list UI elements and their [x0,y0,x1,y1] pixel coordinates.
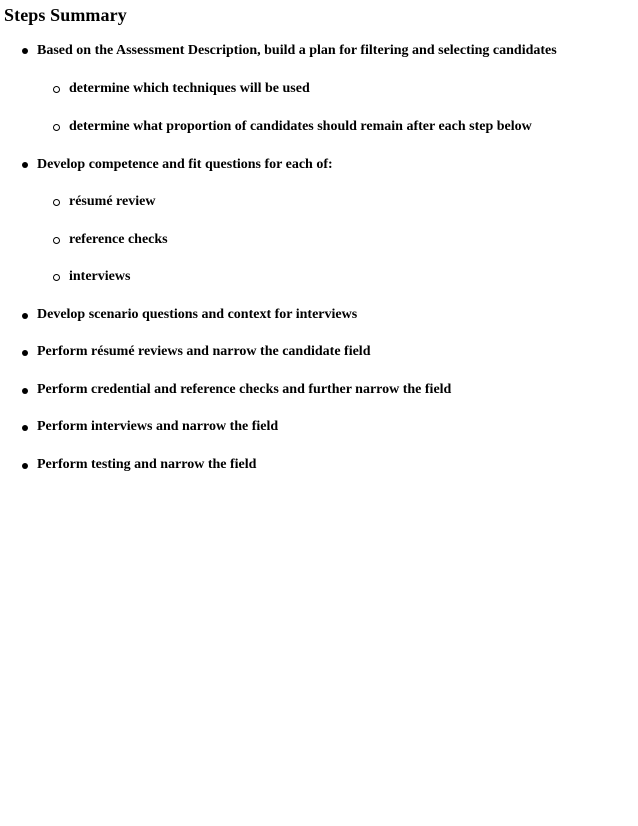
list-item: Perform credential and reference checks and further narrow the field [37,382,452,397]
list-item: Perform testing and narrow the field [37,457,257,472]
circle-bullet-icon [53,86,60,93]
list-item: Perform résumé reviews and narrow the candidate field [37,344,371,359]
disc-bullet-icon [22,350,28,356]
sub-list-item: reference checks [69,232,168,247]
list-item: Develop competence and fit questions for each of: [37,157,333,172]
list-item: Develop scenario questions and context for interviews [37,307,358,322]
disc-bullet-icon [22,463,28,469]
circle-bullet-icon [53,199,60,206]
disc-bullet-icon [22,425,28,431]
disc-bullet-icon [22,313,28,319]
list-item: Based on the Assessment Description, build a plan for filtering and selecting candidates [37,43,557,58]
disc-bullet-icon [22,162,28,168]
disc-bullet-icon [22,388,28,394]
sub-list-item: determine what proportion of candidates should remain after each step below [69,119,532,134]
disc-bullet-icon [22,48,28,54]
page-title: Steps Summary [4,5,127,25]
circle-bullet-icon [53,124,60,131]
circle-bullet-icon [53,274,60,281]
list-item: Perform interviews and narrow the field [37,419,279,434]
sub-list-item: interviews [69,269,131,284]
sub-list-item: résumé review [69,194,156,209]
sub-list-item: determine which techniques will be used [69,81,310,96]
circle-bullet-icon [53,237,60,244]
